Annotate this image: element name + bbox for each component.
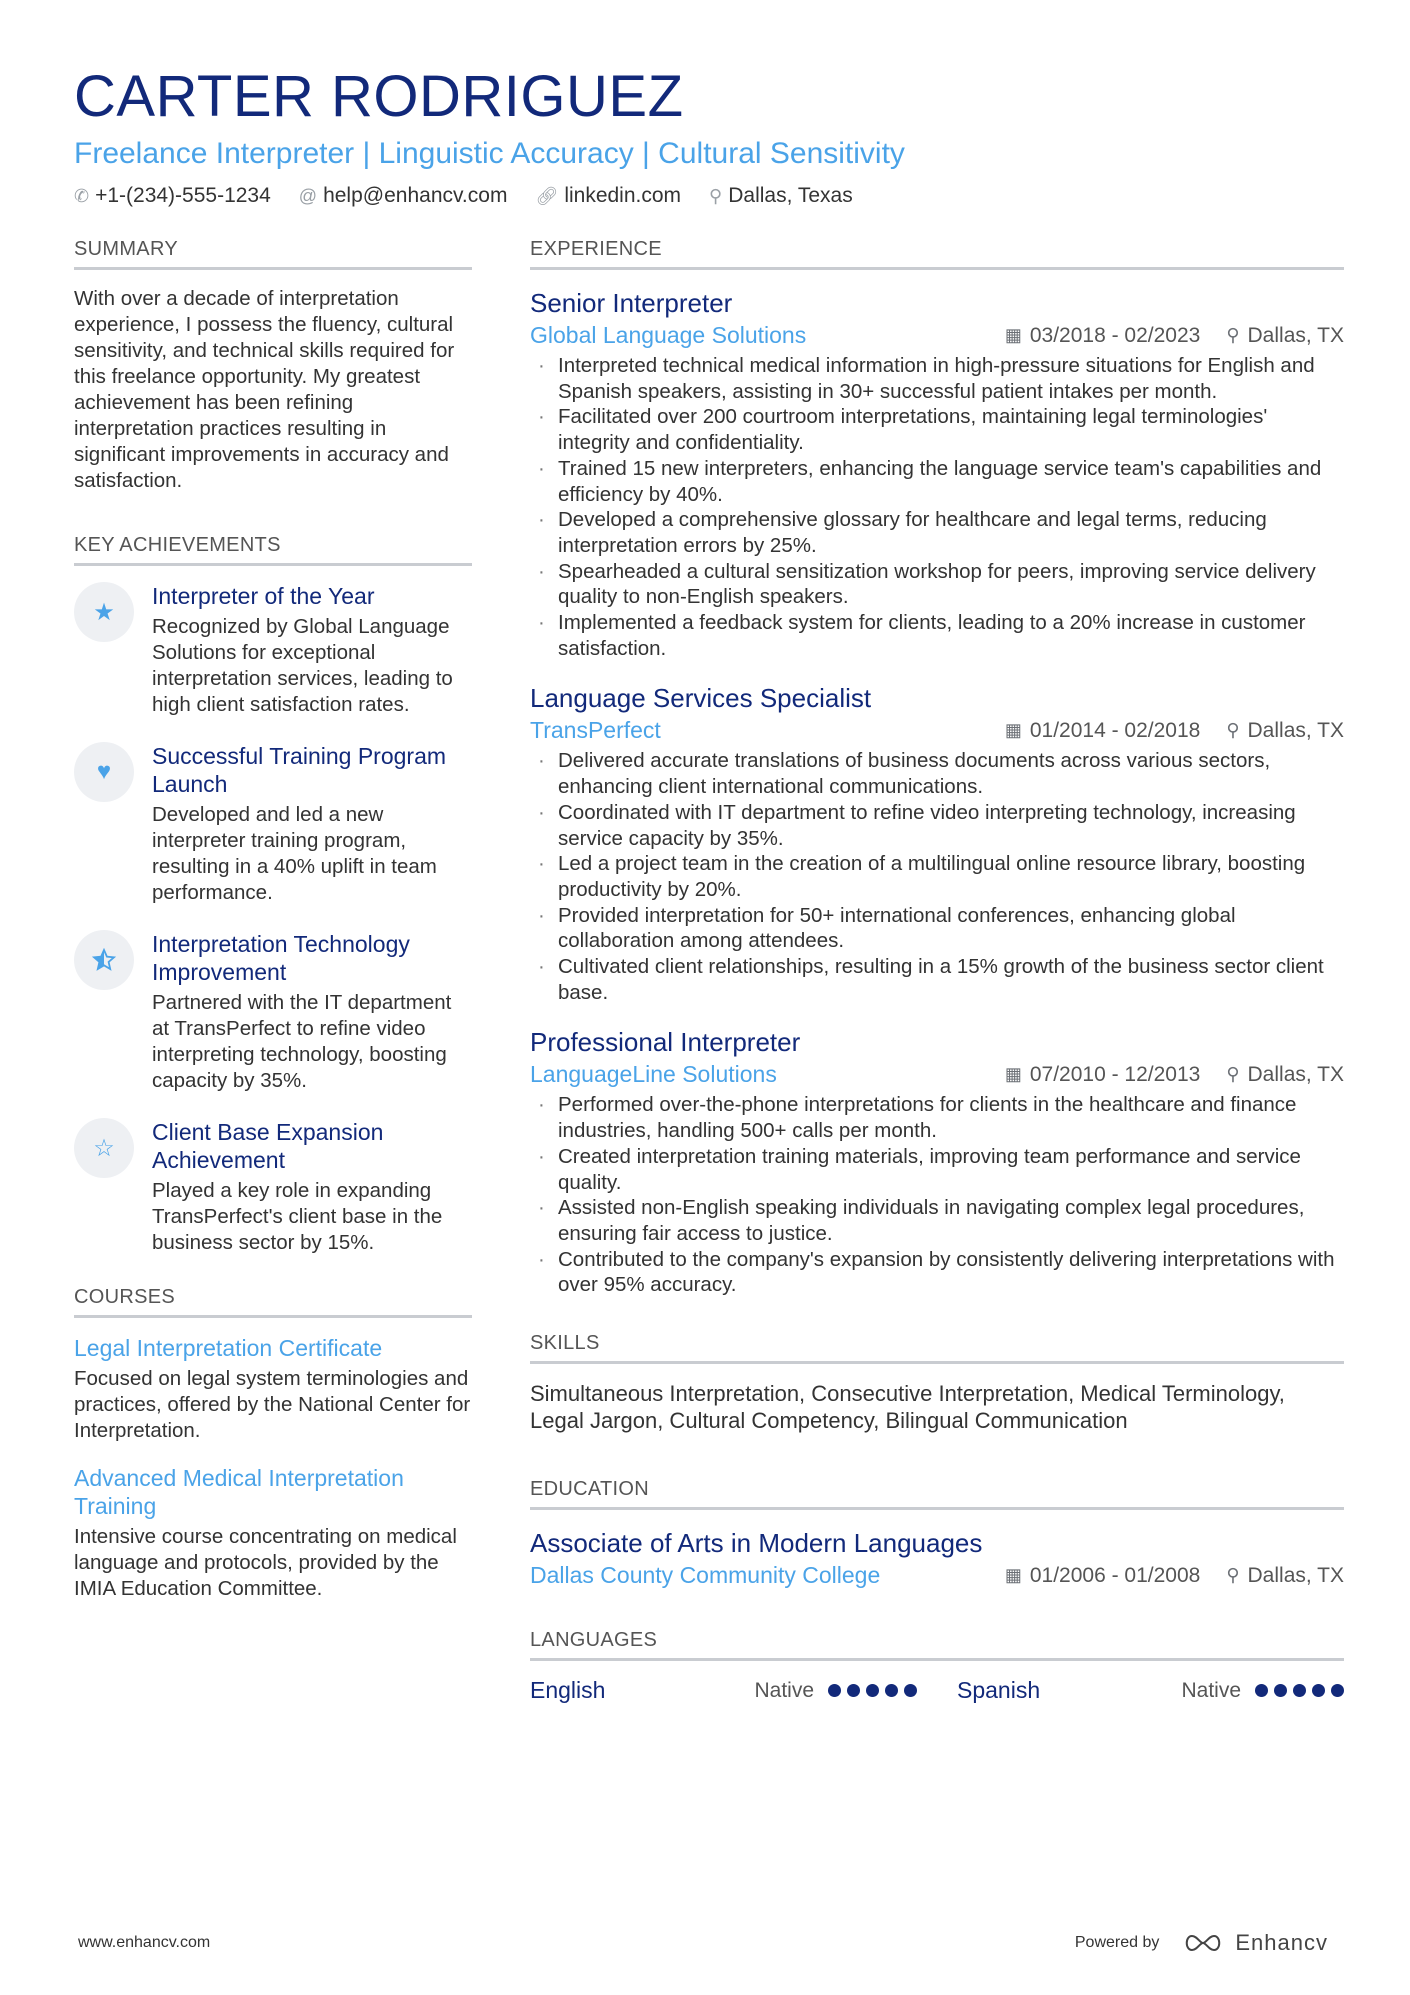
job-location-text: Dallas, TX bbox=[1247, 323, 1344, 347]
course-item bbox=[74, 1334, 472, 1444]
course-item bbox=[74, 1464, 472, 1602]
location-pin-icon: ⚲ bbox=[1226, 1064, 1240, 1085]
summary-text: With over a decade of interpretation experience, I possess the fluency, cultural sensitivity, and technical skills required for this freelance opportunity. My greatest achievement has been refining interpretation practices resulting in significant improvements in accuracy and satisfaction. bbox=[74, 287, 455, 492]
rating-dot bbox=[904, 1684, 917, 1697]
at-icon: @ bbox=[298, 185, 318, 206]
rating-dot bbox=[828, 1684, 841, 1697]
summary-heading: SUMMARY bbox=[74, 238, 472, 270]
job-meta-right bbox=[1005, 1063, 1344, 1087]
achievement-title: Client Base Expansion Achievement bbox=[152, 1119, 384, 1173]
header bbox=[74, 62, 1344, 208]
location-pin-icon: ⚲ bbox=[1226, 325, 1240, 345]
job-title: Professional Interpreter bbox=[530, 1027, 801, 1058]
contact-linkedin[interactable] bbox=[535, 184, 681, 208]
rating-dot bbox=[1331, 1684, 1344, 1697]
education-location-text: Dallas, TX bbox=[1247, 1563, 1344, 1587]
experience-section bbox=[530, 238, 1344, 1298]
job-dates-text: 07/2010 - 12/2013 bbox=[1029, 1062, 1201, 1086]
languages-row bbox=[530, 1677, 1344, 1704]
achievements-heading: KEY ACHIEVEMENTS bbox=[74, 534, 472, 566]
footer bbox=[78, 1930, 1328, 1956]
job-meta bbox=[530, 717, 1344, 744]
achievement-title: Interpretation Technology Improvement bbox=[152, 931, 410, 985]
language-rating bbox=[1255, 1684, 1344, 1697]
powered-by-text: Powered by bbox=[1074, 1934, 1160, 1951]
footer-website[interactable]: www.enhancv.com bbox=[78, 1934, 211, 1951]
rating-dot bbox=[885, 1684, 898, 1697]
education-dates bbox=[1005, 1564, 1201, 1588]
course-title: Legal Interpretation Certificate bbox=[74, 1335, 383, 1361]
experience-heading: EXPERIENCE bbox=[530, 238, 1344, 270]
powered-by bbox=[1075, 1930, 1328, 1956]
heart-icon: ♥ bbox=[74, 742, 134, 802]
languages-section bbox=[530, 1629, 1344, 1704]
language-rating bbox=[828, 1684, 917, 1697]
job-bullet: · Provided interpretation for 50+ international conferences, enhancing global collaboration among attendees. bbox=[530, 903, 1344, 954]
job-company: TransPerfect bbox=[530, 717, 661, 744]
job-entry bbox=[530, 286, 1344, 661]
achievement-title: Interpreter of the Year bbox=[152, 583, 375, 609]
job-bullet: · Contributed to the company's expansion by consistently delivering interpretations with over 95% accuracy. bbox=[530, 1247, 1344, 1298]
brand-logo bbox=[1181, 1930, 1328, 1956]
job-dates-text: 03/2018 - 02/2023 bbox=[1029, 323, 1201, 347]
email-text[interactable]: help@enhancv.com bbox=[323, 184, 508, 207]
job-bullet: · Trained 15 new interpreters, enhancing the language service team's capabilities and efficiency by 40%. bbox=[530, 456, 1344, 507]
rating-dot bbox=[1255, 1684, 1268, 1697]
achievement-text: Partnered with the IT department at TransPerfect to refine video interpreting technology, boosting capacity by 35%. bbox=[152, 991, 452, 1092]
job-bullet: · Assisted non-English speaking individuals in navigating complex legal procedures, ensuring fair access to justice. bbox=[530, 1195, 1344, 1246]
job-bullet: · Delivered accurate translations of business documents across various sectors, enhancing client international communications. bbox=[530, 748, 1344, 799]
job-entry bbox=[530, 1025, 1344, 1298]
contact-phone bbox=[74, 184, 271, 208]
job-bullet: · Performed over-the-phone interpretations for clients in the healthcare and finance industries, handling 500+ calls per month. bbox=[530, 1092, 1344, 1143]
job-dates-text: 01/2014 - 02/2018 bbox=[1029, 718, 1201, 742]
job-location bbox=[1226, 324, 1344, 348]
skills-text: Simultaneous Interpretation, Consecutive Interpretation, Medical Terminology, Legal Jargon, Cultural Competency, Bilingual Communication bbox=[530, 1381, 1285, 1434]
candidate-headline: Freelance Interpreter | Linguistic Accuracy | Cultural Sensitivity bbox=[74, 137, 905, 170]
skills-heading: SKILLS bbox=[530, 1332, 1344, 1364]
job-bullet: · Interpreted technical medical information in high-pressure situations for English and Spanish speakers, assisting in 30+ successful patient intakes per month. bbox=[530, 353, 1344, 404]
courses-heading: COURSES bbox=[74, 1286, 472, 1318]
location-pin-icon: ⚲ bbox=[709, 185, 723, 206]
job-bullet: · Coordinated with IT department to refine video interpreting technology, increasing service capacity by 35%. bbox=[530, 800, 1344, 851]
contact-bar bbox=[74, 184, 1344, 208]
calendar-icon: ▦ bbox=[1004, 325, 1022, 345]
achievement-text: Recognized by Global Language Solutions for exceptional interpretation services, leading to high client satisfaction rates. bbox=[152, 615, 453, 716]
language-name: Spanish bbox=[957, 1677, 1041, 1704]
location-pin-icon: ⚲ bbox=[1226, 1565, 1240, 1586]
calendar-icon: ▦ bbox=[1004, 1064, 1022, 1085]
job-title: Senior Interpreter bbox=[530, 288, 733, 318]
location-pin-icon: ⚲ bbox=[1226, 720, 1240, 741]
rating-dot bbox=[1312, 1684, 1325, 1697]
candidate-name: CARTER RODRIGUEZ bbox=[74, 64, 684, 129]
job-meta-right bbox=[1005, 719, 1344, 743]
achievement-text: Played a key role in expanding TransPerfect's client base in the business sector by 15%. bbox=[152, 1179, 443, 1254]
job-bullet: · Implemented a feedback system for clients, leading to a 20% increase in customer satisfaction. bbox=[530, 610, 1344, 661]
achievement-item bbox=[74, 1118, 472, 1256]
language-item bbox=[957, 1677, 1344, 1704]
language-item bbox=[530, 1677, 917, 1704]
job-bullet: · Cultivated client relationships, resulting in a 15% growth of the business sector client base. bbox=[530, 954, 1344, 1005]
job-bullet: · Developed a comprehensive glossary for healthcare and legal terms, reducing interpretation errors by 25%. bbox=[530, 507, 1344, 558]
job-location-text: Dallas, TX bbox=[1247, 718, 1344, 742]
education-school: Dallas County Community College bbox=[530, 1562, 881, 1589]
brand-name: Enhancv bbox=[1235, 1930, 1328, 1955]
job-meta-right bbox=[1005, 324, 1344, 348]
job-bullets bbox=[530, 1092, 1344, 1298]
rating-dot bbox=[1293, 1684, 1306, 1697]
phone-icon: ✆ bbox=[74, 185, 90, 206]
achievement-text: Developed and led a new interpreter training program, resulting in a 40% uplift in team performance. bbox=[152, 803, 437, 904]
course-text: Focused on legal system terminologies and practices, offered by the National Center for Interpretation. bbox=[74, 1367, 471, 1442]
job-bullet: · Spearheaded a cultural sensitization workshop for peers, improving service delivery quality to non-English speakers. bbox=[530, 559, 1344, 610]
achievement-item bbox=[74, 742, 472, 906]
achievement-title: Successful Training Program Launch bbox=[152, 743, 447, 797]
job-company: LanguageLine Solutions bbox=[530, 1061, 777, 1088]
job-company: Global Language Solutions bbox=[530, 322, 807, 348]
education-dates-text: 01/2006 - 01/2008 bbox=[1029, 1563, 1201, 1587]
course-text: Intensive course concentrating on medical language and protocols, provided by the IMIA Education Committee. bbox=[74, 1525, 457, 1600]
job-bullets bbox=[530, 353, 1344, 661]
job-dates bbox=[1005, 324, 1201, 348]
job-location bbox=[1226, 719, 1344, 743]
job-location-text: Dallas, TX bbox=[1247, 1062, 1344, 1086]
language-level bbox=[754, 1679, 917, 1703]
contact-location bbox=[709, 184, 853, 208]
job-location bbox=[1226, 1063, 1344, 1087]
job-bullets bbox=[530, 748, 1344, 1005]
education-location bbox=[1226, 1564, 1344, 1588]
summary-section bbox=[74, 238, 472, 494]
job-bullet: · Facilitated over 200 courtroom interpretations, maintaining legal terminologies' integrity and confidentiality. bbox=[530, 404, 1344, 455]
half-star-svg bbox=[92, 948, 116, 972]
job-meta bbox=[530, 1061, 1344, 1088]
left-column bbox=[74, 238, 472, 1622]
languages-heading: LANGUAGES bbox=[530, 1629, 1344, 1661]
achievement-item bbox=[74, 582, 472, 718]
skills-section bbox=[530, 1332, 1344, 1434]
linkedin-text[interactable]: linkedin.com bbox=[564, 184, 682, 207]
language-level-text: Native bbox=[1181, 1678, 1241, 1702]
job-bullet: · Created interpretation training materials, improving team performance and service quality. bbox=[530, 1144, 1344, 1195]
job-dates bbox=[1005, 1063, 1201, 1087]
education-meta bbox=[530, 1562, 1344, 1589]
education-heading: EDUCATION bbox=[530, 1478, 1344, 1510]
courses-section bbox=[74, 1286, 472, 1602]
language-level bbox=[1181, 1679, 1344, 1703]
achievements-section bbox=[74, 534, 472, 1256]
education-degree: Associate of Arts in Modern Languages bbox=[530, 1528, 983, 1559]
education-section bbox=[530, 1478, 1344, 1589]
job-entry bbox=[530, 681, 1344, 1005]
job-meta bbox=[530, 322, 1344, 349]
calendar-icon: ▦ bbox=[1004, 1565, 1022, 1586]
achievement-item bbox=[74, 930, 472, 1094]
calendar-icon: ▦ bbox=[1004, 720, 1022, 741]
half-star-icon bbox=[74, 930, 134, 990]
star-icon: ★ bbox=[74, 582, 134, 642]
link-icon: 🔗︎ bbox=[535, 185, 559, 206]
infinity-logo-icon bbox=[1181, 1932, 1225, 1954]
phone-text: +1-(234)-555-1234 bbox=[95, 184, 271, 207]
course-title: Advanced Medical Interpretation Training bbox=[74, 1465, 404, 1519]
job-title: Language Services Specialist bbox=[530, 683, 872, 714]
rating-dot bbox=[847, 1684, 860, 1697]
rating-dot bbox=[1274, 1684, 1287, 1697]
job-bullet: · Led a project team in the creation of a multilingual online resource library, boosting productivity by 20%. bbox=[530, 851, 1344, 902]
contact-email[interactable] bbox=[299, 184, 508, 208]
location-text: Dallas, Texas bbox=[728, 184, 853, 207]
education-meta-right bbox=[1005, 1564, 1344, 1588]
job-dates bbox=[1005, 719, 1201, 743]
star-outline-icon: ☆ bbox=[74, 1118, 134, 1178]
language-name: English bbox=[530, 1677, 606, 1704]
right-column bbox=[530, 238, 1344, 1704]
rating-dot bbox=[866, 1684, 879, 1697]
language-level-text: Native bbox=[754, 1678, 814, 1702]
